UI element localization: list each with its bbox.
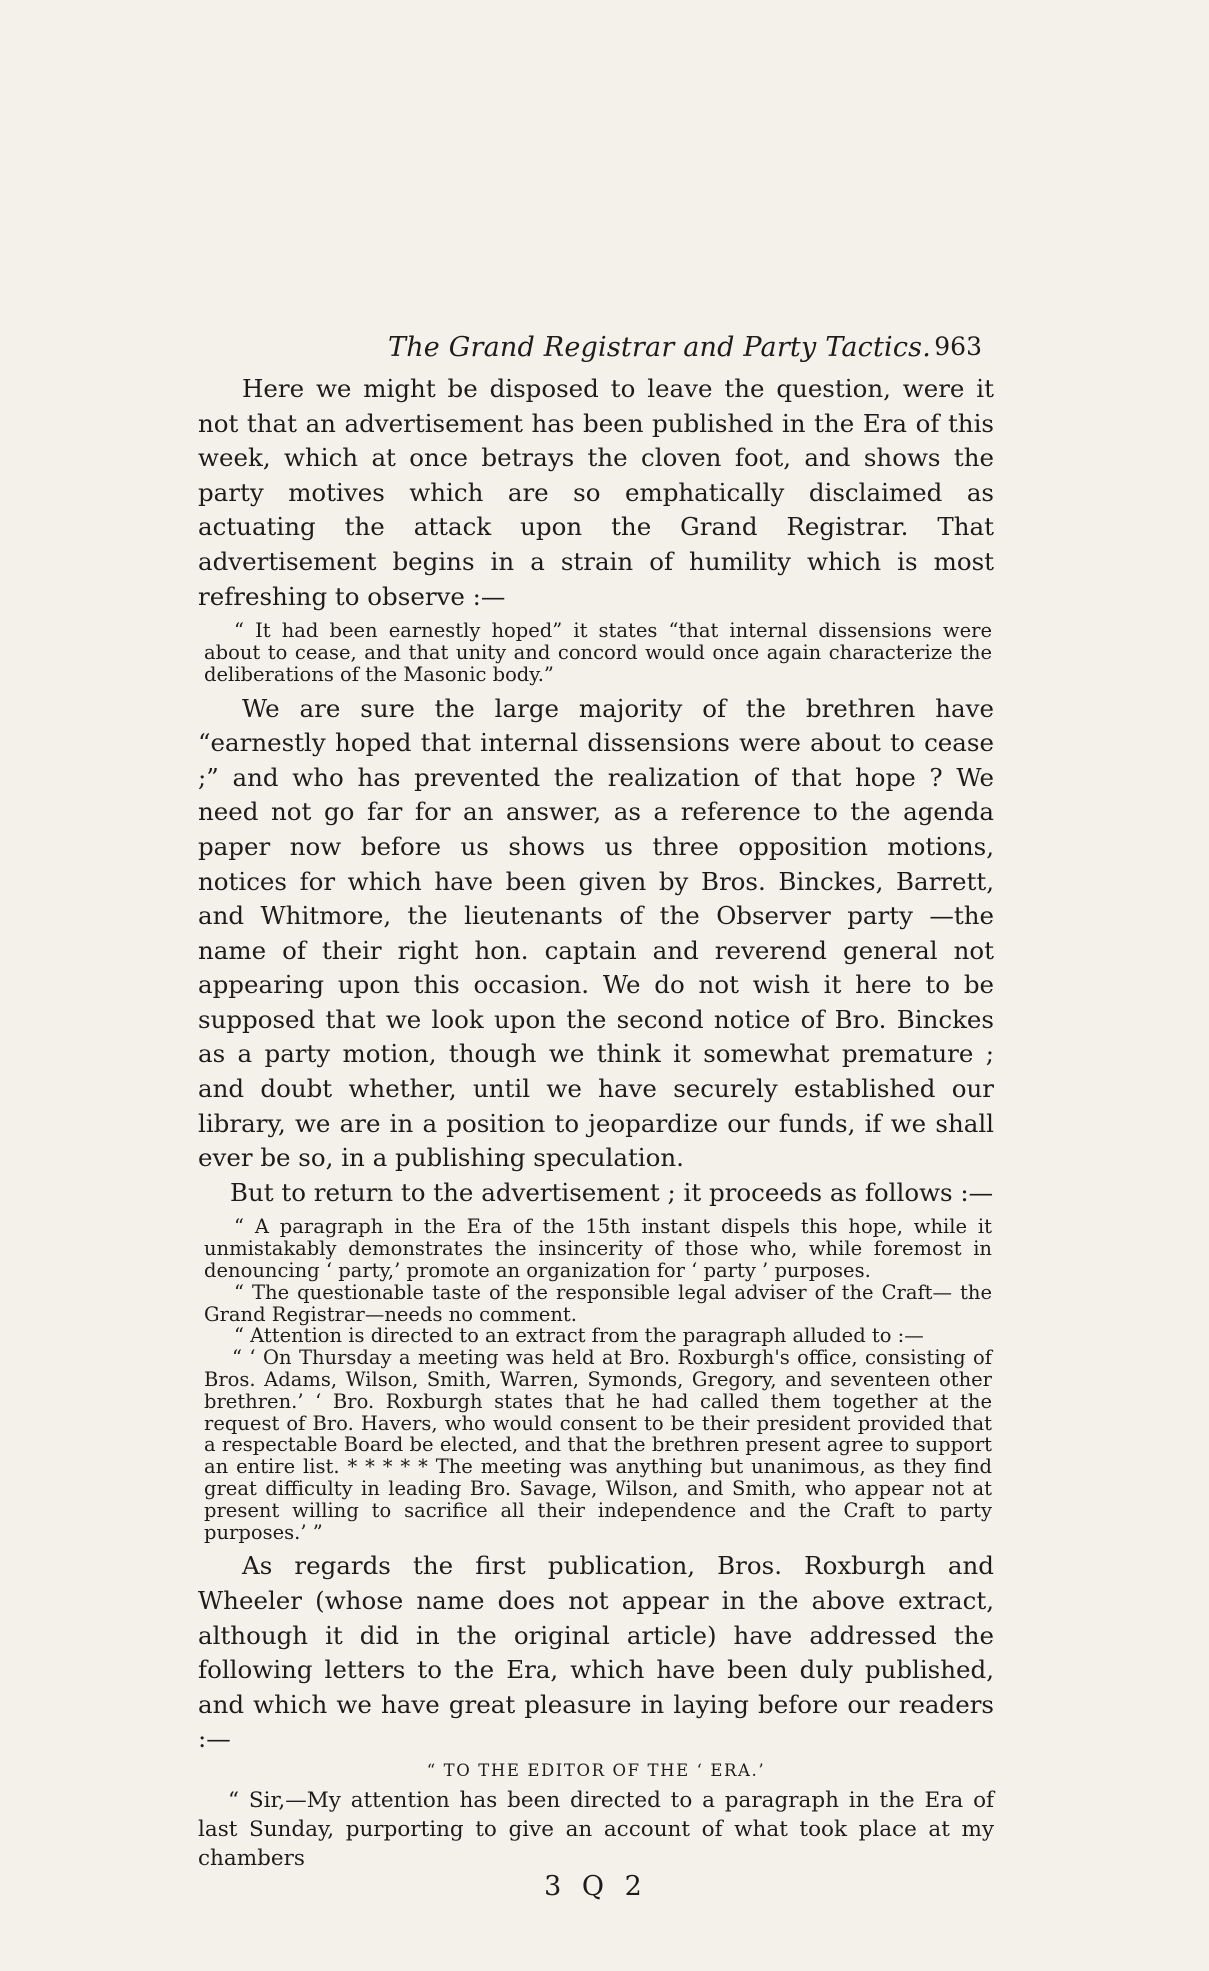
paragraph-4: As regards the first publication, Bros. Roxburgh and Wheeler (whose name does not appear in the above extract, although it did in the original article) have addressed the following letters to the Era, which have been duly published, and which we have great pleasure in laying before our readers :— — [198, 1551, 994, 1754]
running-title: The Grand Registrar and Party Tactics. — [388, 332, 931, 363]
paragraph-2: We are sure the large majority of the brethren have “earnestly hoped that internal dissensions were about to cease ;” and who has prevented the realization of that hope ? We need not go far for an answer, as a reference to the agenda paper now before us shows us three opposition motions, notices for which have been given by Bros. Binckes, Barrett, and Whitmore, the lieutenants of the Observer party —the name of their right hon. captain and reverend general not appearing upon this occasion. We do not wish it here to be supposed that we look upon the second notice of Bro. Binckes as a party motion, though we think it somewhat premature ; and doubt whether, until we have securely established our library, we are in a position to jeopardize our funds, if we shall ever be so, in a publishing speculation. — [198, 693, 994, 1173]
paragraph-1: Here we might be disposed to leave the question, were it not that an advertisement has been published in the Era of this week, which at once betrays the cloven foot, and shows the party motives which are so emphatically disclaimed as actuating the attack upon the Grand Registrar. That advertisement begins in a strain of humility which is most refreshing to observe :— — [198, 374, 994, 611]
running-header — [198, 332, 994, 372]
signature-mark: 3 Q 2 — [544, 1870, 648, 1902]
quote-3: “ The questionable taste of the responsible legal adviser of the Craft— the Grand Registrar—needs no comment. — [204, 1280, 992, 1326]
quote-2: “ A paragraph in the Era of the 15th instant dispels this hope, while it unmistakably demonstrates the insincerity of those who, while foremost in denouncing ‘ party,’ promote an organization for ‘ party ’ purposes. — [204, 1215, 992, 1283]
letter-opening: “ Sir,—My attention has been directed to a paragraph in the Era of last Sunday, purporting to give an account of what took place at my chambers — [198, 1787, 994, 1871]
letter-heading: “ TO THE EDITOR OF THE ‘ ERA.’ — [426, 1760, 766, 1780]
quote-5: “ ‘ On Thursday a meeting was held at Bro. Roxburgh's office, consisting of Bros. Adams, Wilson, Smith, Warren, Symonds, Gregory, and seventeen other brethren.’ ‘ Bro. Roxburgh states that he had called them together at the request of Bro. Havers, who would consent to be their president provided that a respectable Board be elected, and that the brethren present agree to support an entire list. * * * * * The meeting was anything but unanimous, as they find great difficulty in leading Bro. Savage, Wilson, and Smith, who appear not at present willing to sacrifice all their independence and the Craft to party purposes.’ ” — [204, 1346, 992, 1544]
page — [198, 332, 994, 1902]
quote-4: “ Attention is directed to an extract from the paragraph alluded to :— — [234, 1324, 924, 1348]
quote-1: “ It had been earnestly hoped” it states “that internal dissensions were about to cease, and that unity and concord would once again characterize the deliberations of the Masonic body.” — [204, 619, 992, 686]
page-number: 963 — [934, 332, 982, 361]
paragraph-3: But to return to the advertisement ; it proceeds as follows :— — [230, 1177, 994, 1207]
